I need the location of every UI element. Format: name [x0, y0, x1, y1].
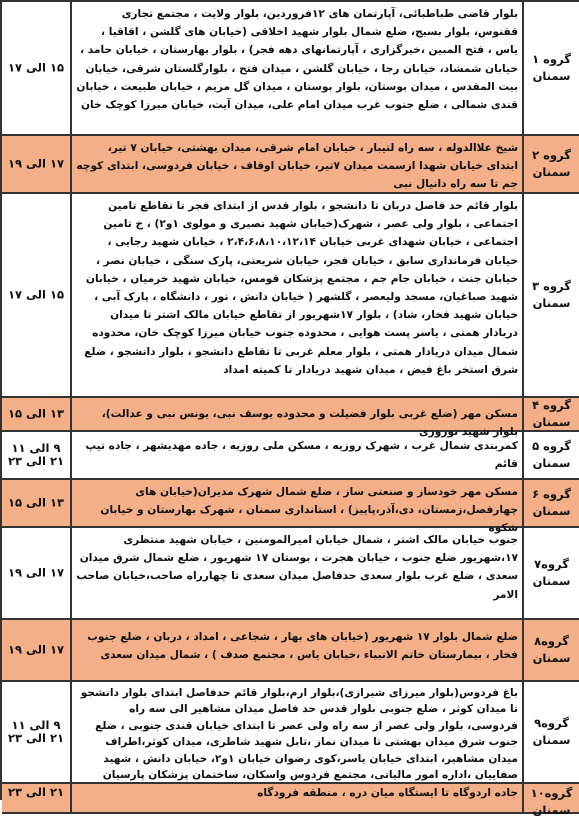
area-cell: [72, 528, 524, 618]
time-text: ۱۵ الی ۱۷: [8, 60, 64, 75]
table-row: [2, 194, 579, 398]
group-cell: [524, 528, 579, 618]
area-cell: [72, 480, 524, 535]
area-description: مسکن مهر (ضلع غربی بلوار فضیلت و محدوده یوسف نبی، یونس نبی و عدالت)، بلوار شهید نوروزی: [101, 408, 518, 439]
area-description: باغ فردوس(بلوار میرزای شیرازی)،بلوار ارم،بلوار قائم حدفاصل ابتدای بلوار دانشجو تا میدان کوثر ، ضلع جنوبی بلوار قدس حد فاصل میدان مشاهیر الی سه راه فردوسی، بلوار ولی عصر از سه راه ولی عصر تا ابتدای خیابان قندی جنوبی ، ضلع جنوب شرق میدان بهشتی تا میدان نماز ،تابل شهید شاطری، میدان کوثر،اطراف میدان مشاهیر، ابتدای خیابان یاسر،کوی رضوان خیابان ۱و۲، خیابان دانش ، شهید صفاییان ،اداره امور مالیاتی، مجتمع فردوس واسکان، ساختمان پزشکان پارسیان: [80, 687, 518, 782]
time-text: ۱۳ الی ۱۵: [8, 406, 64, 421]
time-cell: [2, 2, 72, 134]
area-cell: [72, 136, 524, 192]
group-label: گروه ۳: [532, 279, 571, 293]
table-row: [2, 136, 579, 194]
table-row: [2, 2, 579, 136]
area-cell: [72, 432, 524, 478]
time-text: ۱۵ الی ۱۷: [8, 287, 64, 302]
area-description: جنوب خیابان مالک اشتر ، شمال خیابان امیرالمومنین ، خیابان شهید منتظری ۱۷،شهریور ضلع جنوب ، خیابان هجرت ، بوستان ۱۷ شهریور ، ضلع شمال شرق میدان سعدی ، ضلع غرب بلوار سعدی حدفاصل میدان سعدی تا چهارراه صاحب،خیابان صاحب الامر: [76, 534, 518, 601]
time-cell: [2, 398, 72, 430]
group-label: گروه۹: [534, 716, 569, 730]
group-label: گروه ۱: [532, 52, 571, 66]
city-label: سمنان: [532, 574, 571, 588]
time-cell: [2, 136, 72, 192]
area-cell: [72, 682, 524, 782]
time-text: ۱۷ الی ۱۹: [8, 642, 64, 657]
time-cell: [2, 682, 72, 782]
time-text: ۲۱ الی ۲۳: [8, 785, 64, 799]
table-row: [2, 432, 579, 480]
city-label: سمنان: [532, 651, 571, 665]
group-label: گروه ۵: [532, 439, 571, 453]
city-label: سمنان: [532, 69, 571, 83]
area-description: شیخ علاالدوله ، سه راه لتیبار ، خیابان امام شرقی، میدان بهشتی، خیابان ۷ تیر، ابتدای خیابان شهدا ازسمت میدان ۷تیر، خیابان اوقاف ، خیابان فردوسی، ابتدای کوچه جم تا سه راه دانیال نبی: [76, 142, 518, 191]
area-description: مسکن مهر خودساز و صنعتی ساز ، ضلع شمال شهرک مدیران(خیابان های چهارفصل،زمستان، دی،آذر،پاییز) ، استانداری سمنان ، شهرک بهارستان و خیابان شکوه: [100, 486, 518, 535]
time-text: ۱۳ الی ۱۵: [8, 495, 64, 510]
time-cell: [2, 784, 72, 812]
time-cell: [2, 480, 72, 526]
area-description: جاده اردوگاه تا ایستگاه میان دره ، منطقه فرودگاه: [257, 787, 518, 799]
area-description: کمربندی شمال غرب ، شهرک روزیه ، مسکن ملی روزیه ، جاده مهدیشهر ، جاده تیپ قائم: [85, 440, 518, 471]
city-label: سمنان: [532, 504, 571, 518]
group-cell: [524, 682, 579, 782]
city-label: سمنان: [532, 165, 571, 179]
table-row: [2, 398, 579, 439]
area-cell: [72, 784, 524, 812]
time-cell: [2, 620, 72, 680]
city-label: سمنان: [532, 733, 571, 747]
area-description: ضلع شمال بلوار ۱۷ شهریور (خیابان های بهار ، شجاعی ، امداد ، دربان ، ضلع جنوب فخار ، بیمارستان خاتم الانبیاء ،خیابان یاس ، مجتمع صدف ) ، شمال میدان سعدی: [87, 631, 518, 662]
group-cell: [524, 136, 579, 192]
group-label: گروه۷: [534, 557, 569, 571]
time-text: ۱۷ الی ۱۹: [8, 156, 64, 171]
group-label: گروه ۶: [532, 487, 571, 501]
group-cell: [524, 480, 579, 526]
group-cell: [524, 398, 579, 430]
area-cell: [72, 398, 524, 439]
time-text: ۹ الی ۱۱ ۲۱ الی ۲۳: [8, 441, 64, 468]
table-row: [2, 480, 579, 535]
time-cell: [2, 432, 72, 478]
group-label: گروه۸: [534, 634, 569, 648]
group-label: گروه۱۰: [530, 786, 573, 800]
table-row: [2, 784, 579, 817]
time-text: ۹ الی ۱۱ ۲۱ الی ۲۳: [8, 718, 64, 745]
area-description: بلوار قائم حد فاصل دربان تا دانشجو ، بلوار قدس از ابتدای فجر تا تقاطع تامین اجتماعی ، بلوار ولی عصر ، شهرک(خیابان شهید نصیری و مولوی ۱و۲) ، خ تامین اجتماعی ، خیابان شهدای غربی خیابان ۲،۴،۶،۸،۱۰،۱۲،۱۴ ، خیابان شهید رجایی ، خیابان فرمانداری سابق ، خیابان فجر، خیابان شریعتی، پارک سنگی ، خیابان نصر ، خیابان جنت ، خیابان جام جم ، مجتمع پزشکان قومس، خیابان شهید خرمیان ، خیابان شهید صباغیان، مسجد ولیعصر ، گلشهر ( خیابان دانش ، نور ، دانشگاه ، پارک آبی ، خیابان شهید فخار، شاد) ، بلوار ۱۷شهریور از تقاطع خیابان مالک اشتر تا میدان دریادار همتی ، یاسر پست هوایی ، محدوده جنوب خیابان میرزا کوچک خان، محدوده شمال میدان دریادار همتی ، بلوار معلم غربی تا تقاطع دانشجو ، بلوار دانشجو ، ضلع شرق استخر باغ فیض ، میدان شهید دریادار تا کمیته امداد: [84, 200, 518, 376]
group-label: گروه ۴: [532, 398, 571, 412]
city-label: سمنان: [532, 296, 571, 310]
city-label: سمنان: [532, 456, 571, 470]
group-cell: [524, 784, 579, 817]
group-cell: [524, 194, 579, 396]
time-cell: [2, 528, 72, 618]
time-text: ۱۷ الی ۱۹: [8, 565, 64, 580]
group-label: گروه ۲: [532, 148, 571, 162]
area-description: بلوار قاضی طباطبائی، آپارتمان های ۱۲فروردین، بلوار ولایت ، مجتمع تجاری ققنوس، بلوار بسیج، ضلع شمال بلوار شهید اخلاقی (خیابان های گلشن ، اقاقیا ، یاس ، فتح المبین ،خیرگزاری ، آپارتمانهای دهه فجر) ، بلوار بهارستان ، خیابان حامد ، خیابان شمشاد، خیابان رجا ، خیابان گلشن ، میدان فتح ، بلوارگلستان شرقی، خیابان بیت المقدس ، میدان بوستان، بلوار بوستان ، میدان گل مریم ، خیابان طبیعت ، خیابان قندی شمالی ، ضلع جنوب غرب میدان امام علی، میدان آیت، خیابان میرزا کوچک خان: [76, 8, 518, 112]
area-cell: [72, 620, 524, 680]
group-cell: [524, 432, 579, 478]
group-cell: [524, 2, 579, 134]
area-cell: [72, 194, 524, 396]
city-label: سمنان: [532, 803, 571, 817]
area-cell: [72, 2, 524, 134]
table-row: [2, 528, 579, 620]
group-cell: [524, 620, 579, 680]
city-label: سمنان: [532, 415, 571, 429]
time-cell: [2, 194, 72, 396]
table-row: [2, 682, 579, 784]
table-row: [2, 620, 579, 682]
